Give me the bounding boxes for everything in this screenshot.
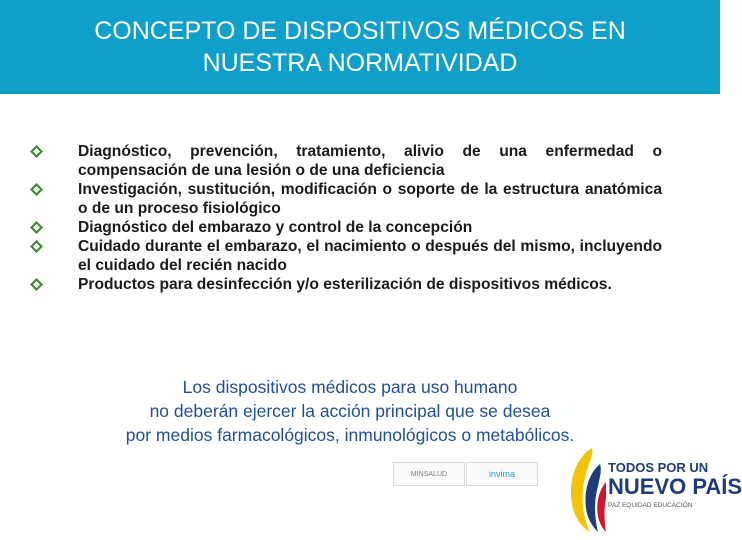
note-line: por medios farmacológicos, inmunológicos o metabólicos. <box>125 425 575 445</box>
bullet-text: Cuidado durante el embarazo, el nacimiento o después del mismo, incluyendo el cuidado del recién nacido <box>78 238 662 274</box>
diamond-bullet-icon <box>30 183 43 196</box>
invima-logo-label: invima <box>488 469 515 479</box>
note-line: no deberán ejercer la acción principal que se desea <box>149 401 551 421</box>
bullet-text: Diagnóstico del embarazo y control de la concepción <box>78 219 473 236</box>
title-bar <box>0 0 720 94</box>
list-item <box>30 218 662 237</box>
logo-line: PAZ EQUIDAD EDUCACIÓN <box>608 502 693 509</box>
diamond-bullet-icon <box>30 145 43 158</box>
diamond-bullet-icon <box>30 240 43 253</box>
colombia-flag-swoosh-icon <box>562 444 608 534</box>
bullet-text: Productos para desinfección y/o esterilización de dispositivos médicos. <box>78 276 612 293</box>
logo-line: NUEVO PAÍS <box>608 474 742 499</box>
minsalud-logo <box>393 462 465 486</box>
bullet-text: Diagnóstico, prevención, tratamiento, alivio de una enfermedad o compensación de una lesión o de una deficiencia <box>78 143 662 179</box>
list-item <box>30 237 662 275</box>
bullet-list <box>30 142 662 294</box>
list-item <box>30 275 662 294</box>
list-item <box>30 180 662 218</box>
note-line: Los dispositivos médicos para uso humano <box>182 377 518 397</box>
list-item <box>30 142 662 180</box>
invima-logo <box>466 462 538 486</box>
principal-action-note <box>40 375 660 447</box>
minsalud-logo-label: MINSALUD <box>410 470 448 478</box>
diamond-bullet-icon <box>30 278 43 291</box>
bullet-text: Investigación, sustitución, modificación o soporte de la estructura anatómica o de un proceso fisiológico <box>78 181 662 217</box>
page-title: CONCEPTO DE DISPOSITIVOS MÉDICOS EN NUESTRA NORMATIVIDAD <box>94 17 626 77</box>
todos-por-un-nuevo-pais-logo <box>560 440 742 540</box>
logo-line: TODOS POR UN <box>608 460 709 475</box>
diamond-bullet-icon <box>30 221 43 234</box>
